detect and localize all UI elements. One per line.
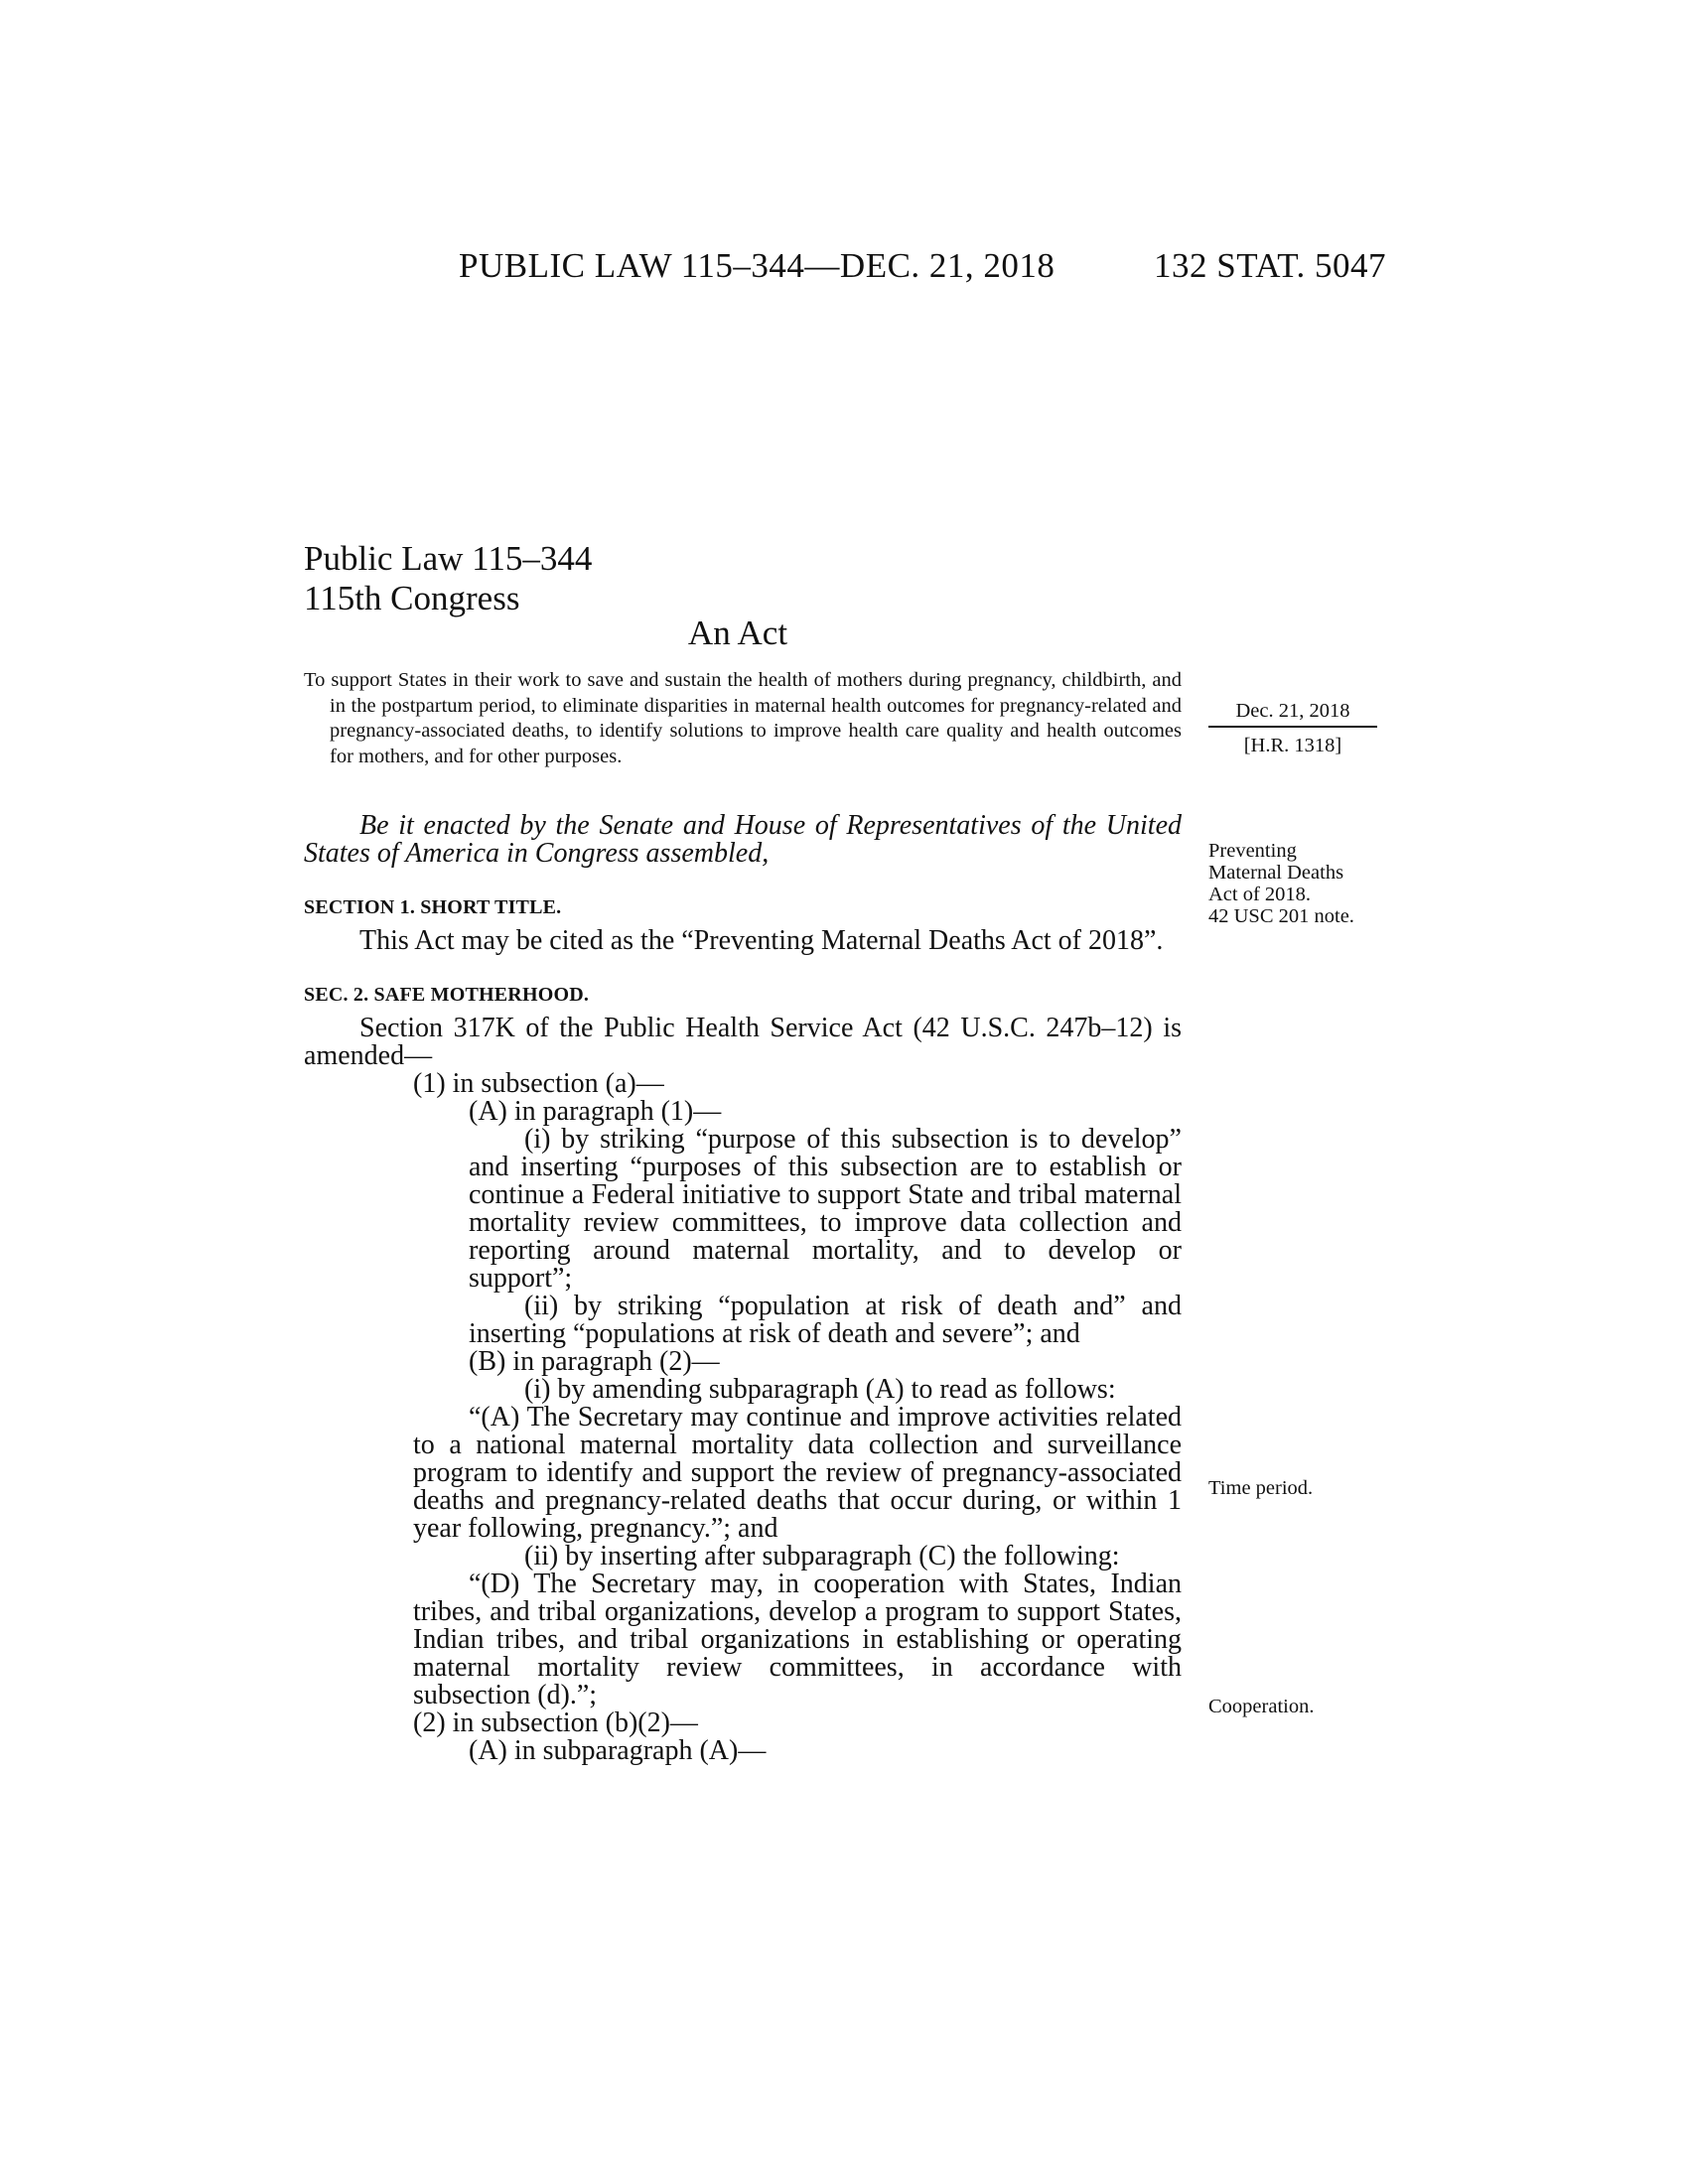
clause-1Bi: (i) by amending subparagraph (A) to read as follows:	[524, 1374, 1116, 1405]
running-header-law: PUBLIC LAW 115–344—DEC. 21, 2018	[459, 246, 1055, 285]
margin-note-line: 42 USC 201 note.	[1208, 905, 1354, 927]
enacting-clause: Be it enacted by the Senate and House of Representatives of the United States of America in Congress assembled,	[304, 810, 1182, 869]
clause-1Bii: (ii) by inserting after subparagraph (C) the following:	[524, 1541, 1120, 1571]
purpose-text: To support States in their work to save and sustain the health of mothers during pregnancy, childbirth, and in the postpartum period, to eliminate disparities in maternal health outcomes for pregnancy-related and pregnancy-associated deaths, to identify solutions to improve health care quality and health outcomes for mothers, and for other purposes.	[304, 669, 1182, 767]
margin-note-line: Preventing	[1208, 840, 1297, 862]
clause-1Aii: (ii) by striking “population at risk of death and” and inserting “populations at risk of death and severe”; and	[469, 1291, 1182, 1349]
paragraph-1: (1) in subsection (a)—	[413, 1068, 664, 1099]
subparagraph-1A: (A) in paragraph (1)—	[469, 1096, 722, 1127]
section-1-heading: SECTION 1. SHORT TITLE.	[304, 896, 562, 918]
section-2-heading: SEC. 2. SAFE MOTHERHOOD.	[304, 984, 590, 1006]
public-law-number: Public Law 115–344	[304, 539, 593, 578]
clause-1Ai: (i) by striking “purpose of this subsection is to develop” and inserting “purposes of this subsection are to establish or continue a Federal initiative to support State and tribal maternal mortality review committees, to improve data collection and reporting around maternal mortality, and to develop or support”;	[469, 1124, 1182, 1294]
margin-short-title-note	[1208, 840, 1354, 927]
law-body	[304, 812, 1182, 1765]
paragraph-2: (2) in subsection (b)(2)—	[413, 1707, 698, 1738]
margin-enactment-date: Dec. 21, 2018	[1208, 700, 1377, 728]
quoted-subparagraph-D: “(D) The Secretary may, in cooperation with States, Indian tribes, and tribal organizations, develop a program to support States, Indian tribes, and tribal organizations in establishing or operating maternal mortality review committees, in accordance with subsection (d).”;	[413, 1569, 1182, 1710]
subparagraph-2A: (A) in subparagraph (A)—	[469, 1735, 767, 1766]
act-heading: An Act	[687, 614, 788, 652]
congress-number: 115th Congress	[304, 579, 520, 617]
section-2-intro: Section 317K of the Public Health Service Act (42 U.S.C. 247b–12) is amended—	[304, 1013, 1182, 1071]
quoted-subparagraph-A: “(A) The Secretary may continue and improve activities related to a national maternal mortality data collection and surveillance program to identify and support the review of pregnancy-associated deaths and pregnancy-related deaths that occur during, or within 1 year following, pregnancy.”; and	[413, 1402, 1182, 1544]
section-1-text: This Act may be cited as the “Preventing Maternal Deaths Act of 2018”.	[359, 925, 1164, 956]
margin-note-line: Act of 2018.	[1208, 884, 1312, 905]
margin-time-period-note: Time period.	[1208, 1477, 1314, 1499]
law-title-block	[304, 539, 592, 618]
margin-note-line: Maternal Deaths	[1208, 862, 1344, 884]
subparagraph-1B: (B) in paragraph (2)—	[469, 1346, 720, 1377]
purpose-clause	[304, 668, 1182, 769]
margin-cooperation-note: Cooperation.	[1208, 1696, 1315, 1717]
margin-bill-number: [H.R. 1318]	[1243, 735, 1342, 756]
running-header-stat-page: 132 STAT. 5047	[1154, 246, 1386, 285]
